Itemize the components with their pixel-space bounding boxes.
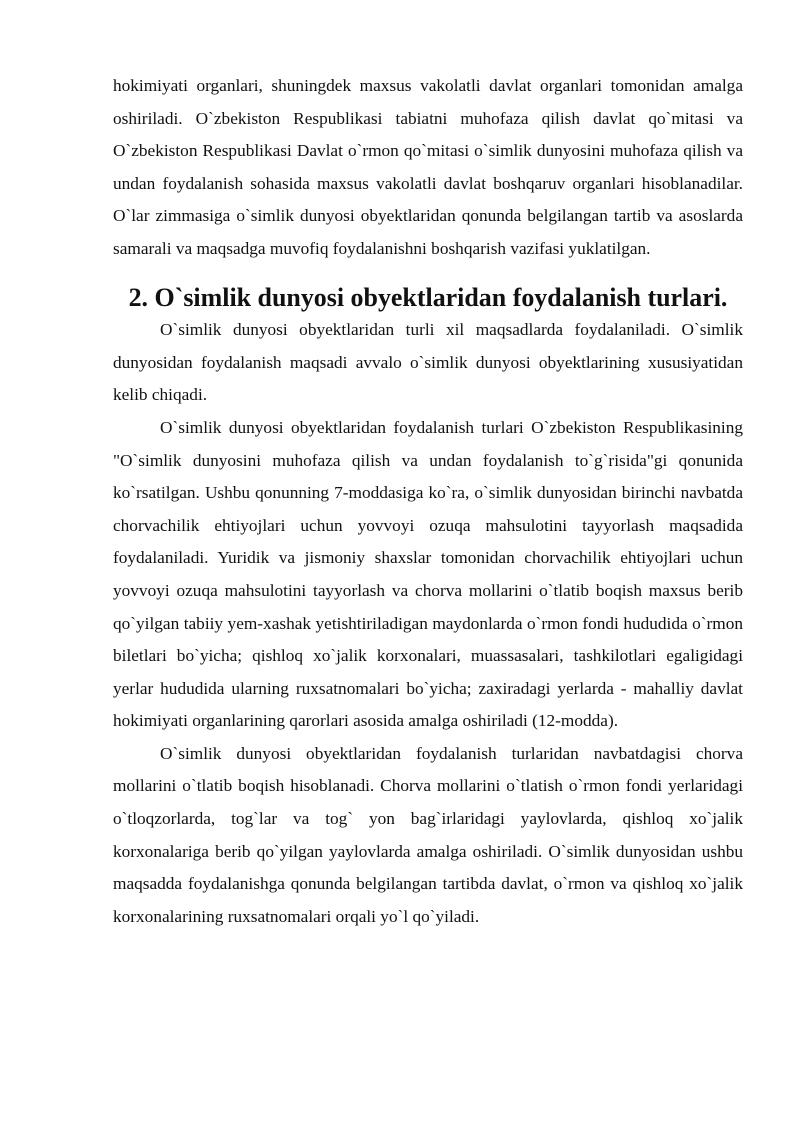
paragraph-grazing: O`simlik dunyosi obyektlaridan foydalanish turlaridan navbatdagisi chorva mollarini o`tlatib boqish hisoblanadi. Chorva mollarini o`tlatish o`rmon fondi yerlaridagi o`tloqzorlarda, tog`lar va tog` yon bag`irlaridagi yaylovlarda, qishloq xo`jalik korxonalariga berib qo`yilgan yaylovlarda amalga oshiriladi. O`simlik dunyosidan ushbu maqsadda foydalanishga qonunda belgilangan tartibda davlat, o`rmon va qishloq xo`jalik korxonalarining ruxsatnomalari orqali yo`l qo`yiladi.	[113, 743, 743, 926]
paragraph-continuation: hokimiyati organlari, shuningdek maxsus vakolatli davlat organlari tomonidan amalga oshiriladi. O`zbekiston Respublikasi tabiatni muhofaza qilish davlat qo`mitasi va O`zbekiston Respublikasi Davlat o`rmon qo`mitasi o`simlik dunyosini muhofaza qilish va undan foydalanish sohasida maxsus vakolatli davlat boshqaruv organlari hisoblanadilar. O`lar zimmasiga o`simlik dunyosi obyektlaridan qonunda belgilangan tartib va asoslarda samarali va maqsadga muvofiq foydalanishni boshqarish vazifasi yuklatilgan.	[113, 76, 743, 258]
section-heading: 2. O`simlik dunyosi obyektlaridan foydalanish turlari.	[128, 282, 728, 312]
paragraph-law: O`simlik dunyosi obyektlaridan foydalanish turlari O`zbekiston Respublikasining "O`simlik dunyosini muhofaza qilish va undan foydalanish to`g`risida"gi qonunida ko`rsatilgan. Ushbu qonunning 7-moddasiga ko`ra, o`simlik dunyosidan birinchi navbatda chorvachilik ehtiyojlari uchun yovvoyi ozuqa mahsulotini tayyorlash maqsadida foydalaniladi. Yuridik va jismoniy shaxslar tomonidan chorvachilik ehtiyojlari uchun yovvoyi ozuqa mahsulotini tayyorlash va chorva mollarini o`tlatib boqish maxsus berib qo`yilgan tabiiy yem-xashak yetishtiriladigan maydonlarda o`rmon fondi hududida o`rmon biletlari bo`yicha; qishloq xo`jalik korxonalari, muassasalari, tashkilotlari egaligidagi yerlar hududida ularning ruxsatnomalari bo`yicha; zaxiradagi yerlarda - mahalliy davlat hokimiyati organlarining qarorlari asosida amalga oshiriladi (12-modda).	[113, 417, 743, 731]
paragraph-intro: O`simlik dunyosi obyektlaridan turli xil maqsadlarda foydalaniladi. O`simlik dunyosidan foydalanish maqsadi avvalo o`simlik dunyosi obyektlarining xususiyatidan kelib chiqadi.	[113, 320, 743, 405]
document-page	[113, 70, 743, 933]
